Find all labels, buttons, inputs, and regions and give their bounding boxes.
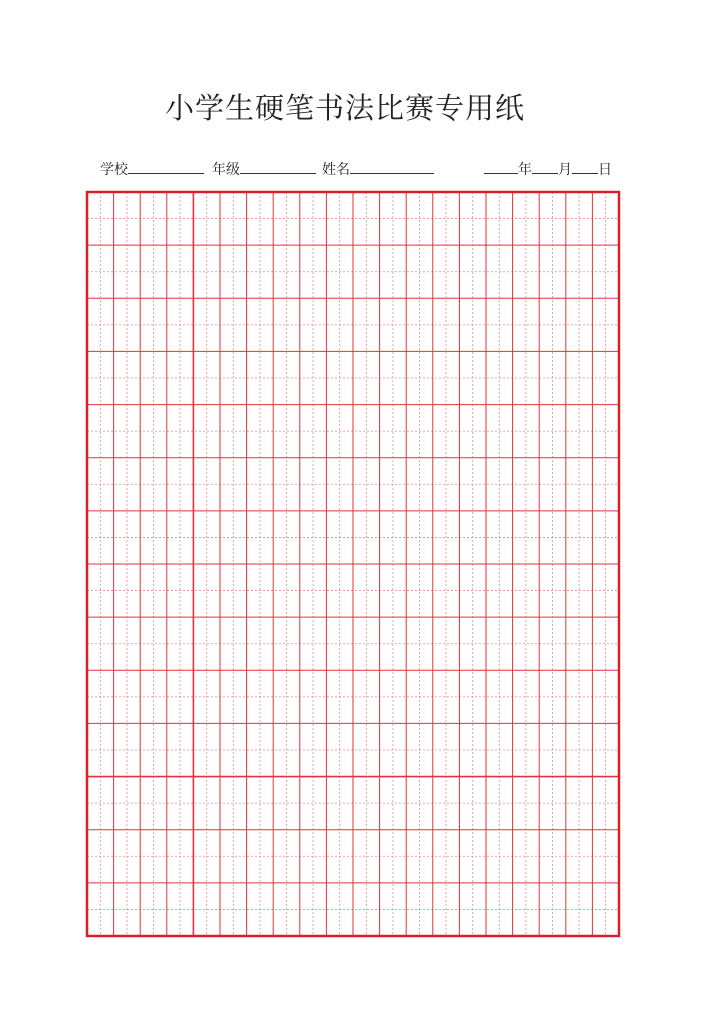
month-blank[interactable] <box>532 158 558 174</box>
page-title: 小学生硬笔书法比赛专用纸 <box>164 91 525 125</box>
day-label: 日 <box>598 162 612 178</box>
name-blank[interactable] <box>350 158 434 174</box>
school-label: 学校 <box>100 162 128 178</box>
year-label: 年 <box>518 162 532 178</box>
school-field <box>100 158 204 180</box>
month-label: 月 <box>558 162 572 178</box>
grade-field <box>212 158 316 180</box>
year-blank[interactable] <box>484 158 518 174</box>
grade-label: 年级 <box>212 162 240 178</box>
tian-grid-svg <box>85 190 621 938</box>
grade-blank[interactable] <box>240 158 316 174</box>
date-field <box>484 158 612 180</box>
writing-grid <box>85 190 621 938</box>
day-blank[interactable] <box>572 158 598 174</box>
school-blank[interactable] <box>128 158 204 174</box>
name-field <box>322 158 434 180</box>
name-label: 姓名 <box>322 162 350 178</box>
